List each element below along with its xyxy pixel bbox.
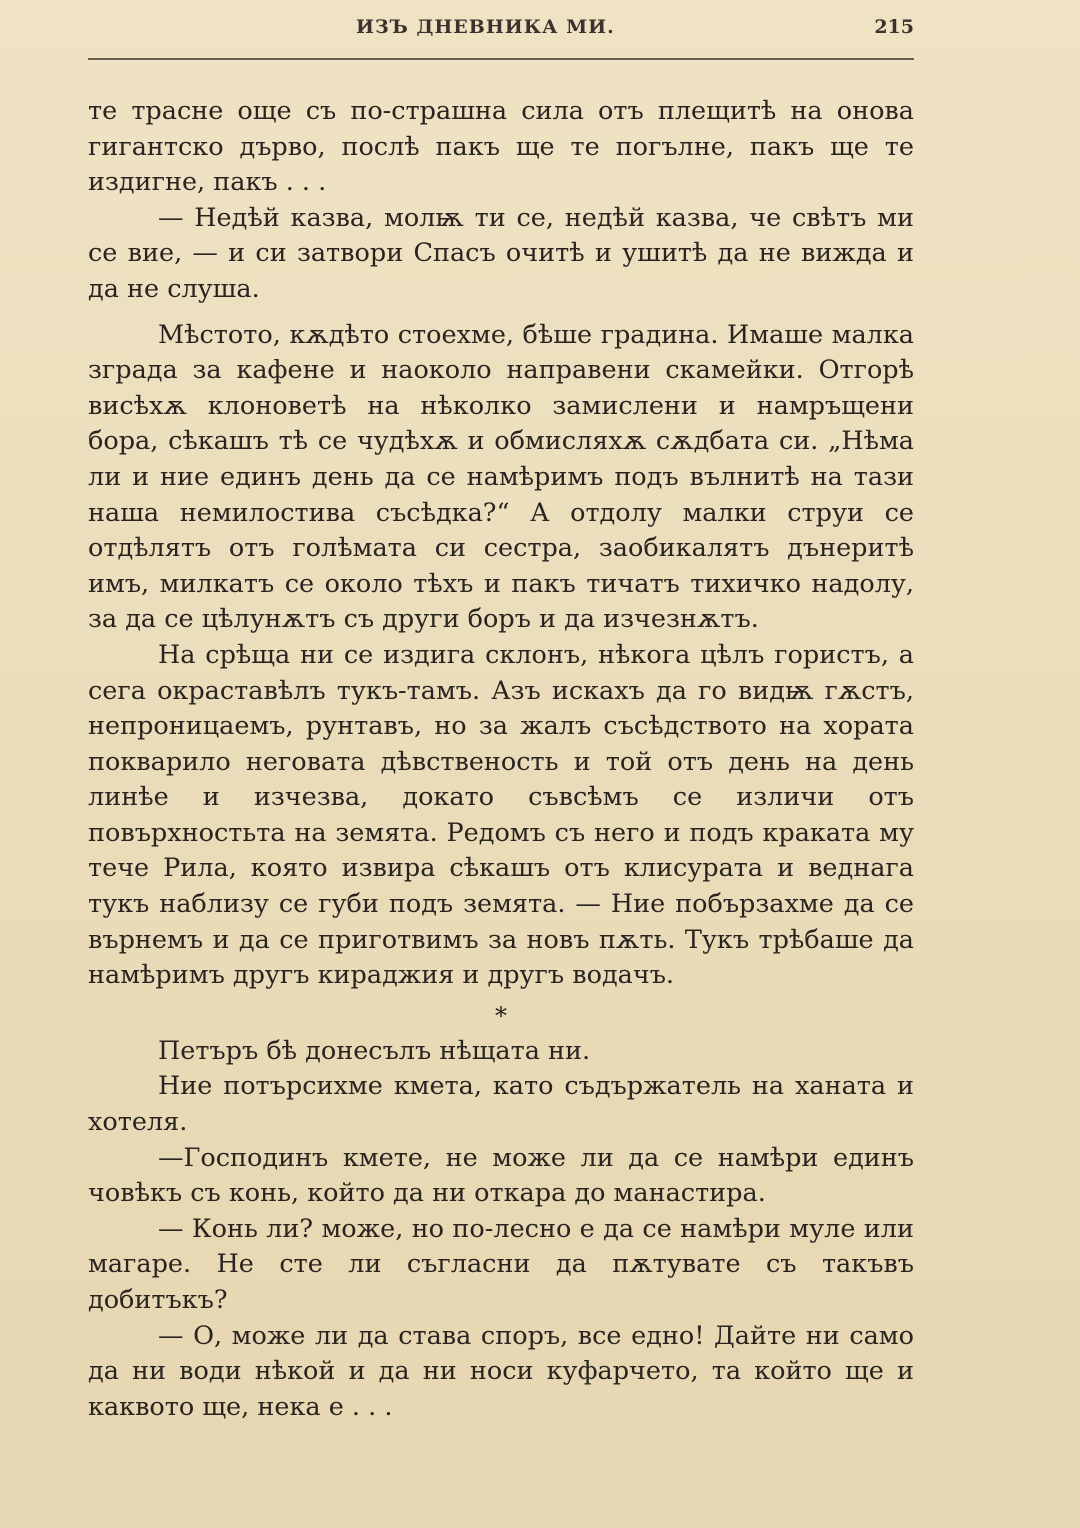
paragraph-peter: Петъръ бѣ донесълъ нѣщата ни.	[158, 1035, 591, 1066]
paragraph-continuation: те трасне още съ по-страшна сила отъ плещитѣ на онова гигантско дърво, послѣ пакъ ще те погълне, пакъ ще те издигне, пакъ . . .	[88, 96, 914, 198]
paragraph-mayor: Ние потърсихме кмета, като съдържатель на ханата и хотеля.	[88, 1071, 914, 1138]
paragraph-dialogue-spas: — Недѣй казва, молѭ ти се, недѣй казва, че свѣтъ ми се вие, — и си затвори Спасъ очитѣ и ушитѣ да не вижда и да не слуша.	[88, 202, 914, 304]
paragraph-garden: Мѣстото, кѫдѣто стоехме, бѣше градина. Имаше малка зграда за кафене и наоколо направени скамейки. Отгорѣ висѣхѫ клоноветѣ на нѣколко замислени и намръщени бора, сѣкашъ тѣ се чудѣхѫ и обмисляхѫ сѫдбата си. „Нѣма ли и ние единъ день да се намѣримъ подъ вълнитѣ на тази наша немилостива съсѣдка?“ А отдолу малки струи се отдѣлятъ отъ голѣмата си сестра, заобикалятъ дънеритѣ имъ, милкатъ се около тѣхъ и пакъ тичатъ тихичко надолу, за да се цѣлунѫтъ съ други боръ и да изчезнѫтъ.	[88, 319, 914, 635]
paragraph-slope: На срѣща ни се издига склонъ, нѣкога цѣлъ гористъ, а сега окраставѣлъ тукъ-тамъ. Азъ искахъ да го видѭ гѫстъ, непроницаемъ, рунтавъ, но за жалъ съсѣдството на хората покварило неговата дѣвственость и той отъ день на день линѣе и изчезва, докато съвсѣмъ се изличи отъ повърхностьта на земята. Редомъ съ него и подъ краката му тече Рила, която извира сѣкашъ отъ клисурата и веднага тукъ наблизу се губи подъ земята. — Ние побързахме да се върнемъ и да се приготвимъ за новъ пѫть. Тукъ трѣбаше да намѣримъ другъ кираджия и другъ водачъ.	[88, 639, 914, 991]
paragraph-dialogue-question: —Господинъ кмете, не може ли да се намѣри единъ човѣкъ съ конь, който да ни откара до манастира.	[88, 1142, 914, 1209]
running-head-title: ИЗЪ ДНЕВНИКА МИ.	[356, 16, 615, 38]
body-text	[88, 94, 914, 1425]
paragraph-dialogue-answer: — Конь ли? може, но по-лесно е да се намѣри муле или магаре. Не сте ли съгласни да пѫтувате съ такъвъ добитъкъ?	[88, 1213, 914, 1315]
running-head	[88, 0, 914, 60]
page-number: 215	[874, 16, 914, 38]
section-divider: *	[495, 1001, 507, 1030]
paragraph-dialogue-reply: — О, може ли да става споръ, все едно! Дайте ни само да ни води нѣкой и да ни носи куфарчето, та който ще и каквото ще, нека е . . .	[88, 1320, 914, 1422]
